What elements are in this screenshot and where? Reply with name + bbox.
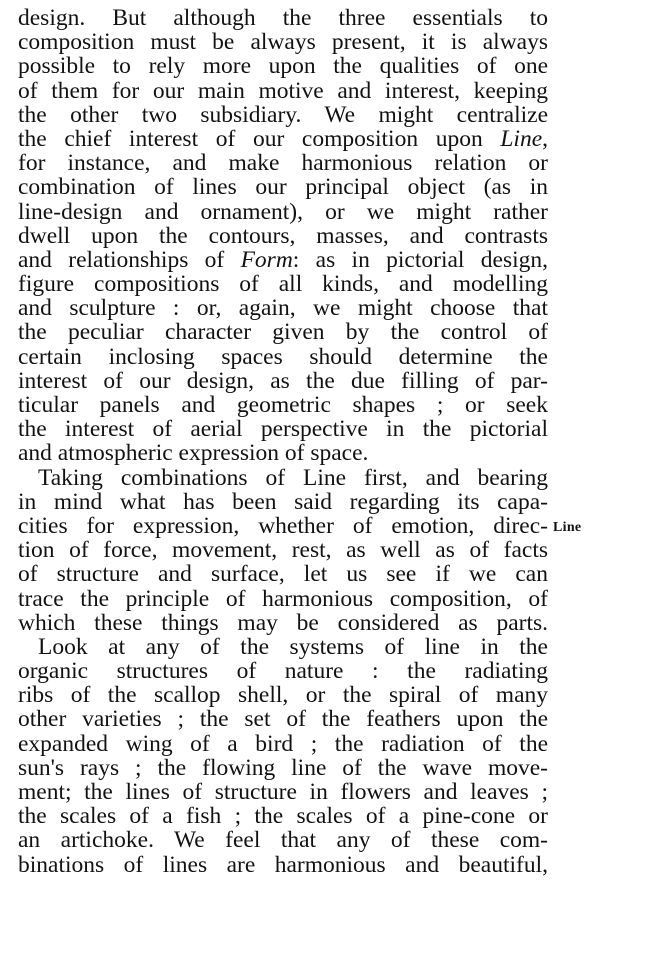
text-line: certain inclosing spaces should determine the	[18, 343, 548, 370]
text-segment: ,	[542, 125, 548, 152]
text-line: trace the principle of harmonious composition, of	[18, 585, 548, 612]
text-line: sun's rays ; the flowing line of the wave move-	[18, 754, 548, 781]
text-line: the scales of a fish ; the scales of a pine-cone or	[18, 803, 548, 830]
text-line: expanded wing of a bird ; the radiation of the	[18, 730, 548, 757]
text-line: possible to rely more upon the qualities of one	[18, 53, 548, 80]
margin-note: Line	[553, 520, 582, 535]
text-line: Taking combinations of Line first, and bearing	[38, 464, 548, 491]
text-line: in mind what has been said regarding its capa-	[18, 488, 548, 515]
text-line: the peculiar character given by the control of	[18, 319, 548, 346]
text-line: ticular panels and geometric shapes ; or seek	[18, 392, 548, 418]
text-segment: and relationships of	[18, 246, 241, 273]
text-line: Look at any of the systems of line in the	[38, 633, 548, 660]
text-line: and atmospheric expression of space.	[18, 440, 369, 467]
text-segment: : as in pictorial design,	[292, 246, 548, 273]
text-line: which these things may be considered as parts.	[18, 609, 548, 636]
body-text	[18, 6, 548, 877]
text-line: an artichoke. We feel that any of these com-	[18, 827, 548, 854]
text-line: organic structures of nature : the radiating	[18, 658, 548, 685]
text-line: design. But although the three essentials to	[18, 5, 548, 31]
text-line: and sculpture : or, again, we might choose that	[18, 295, 548, 322]
emphasis-word: Line	[500, 125, 543, 152]
text-line	[18, 127, 548, 151]
text-line: binations of lines are harmonious and beautiful,	[18, 851, 548, 878]
text-line: ment; the lines of structure in flowers and leaves ;	[18, 779, 548, 805]
text-segment: the chief interest of our composition upon	[18, 125, 501, 152]
text-line: cities for expression, whether of emotion, direc-	[18, 512, 548, 539]
text-line: figure compositions of all kinds, and modelling	[18, 271, 548, 298]
text-line: interest of our design, as the due filling of par-	[18, 367, 548, 394]
text-line: of structure and surface, let us see if we can	[18, 561, 548, 588]
text-line: line-design and ornament), or we might rather	[18, 198, 548, 225]
text-line: ribs of the scallop shell, or the spiral of many	[18, 682, 548, 709]
text-line: the other two subsidiary. We might centralize	[18, 101, 548, 128]
text-line: tion of force, movement, rest, as well as of facts	[18, 537, 548, 564]
text-line: for instance, and make harmonious relation or	[18, 150, 548, 177]
text-line: combination of lines our principal object (as in	[18, 174, 548, 201]
emphasis-word: Form	[240, 246, 293, 273]
text-line: composition must be always present, it is always	[18, 29, 548, 56]
text-line	[18, 248, 548, 272]
text-line: the interest of aerial perspective in the pictorial	[18, 416, 548, 443]
text-line: of them for our main motive and interest, keeping	[18, 77, 548, 104]
text-line: other varieties ; the set of the feathers upon the	[18, 706, 548, 733]
text-line: dwell upon the contours, masses, and contrasts	[18, 222, 548, 249]
